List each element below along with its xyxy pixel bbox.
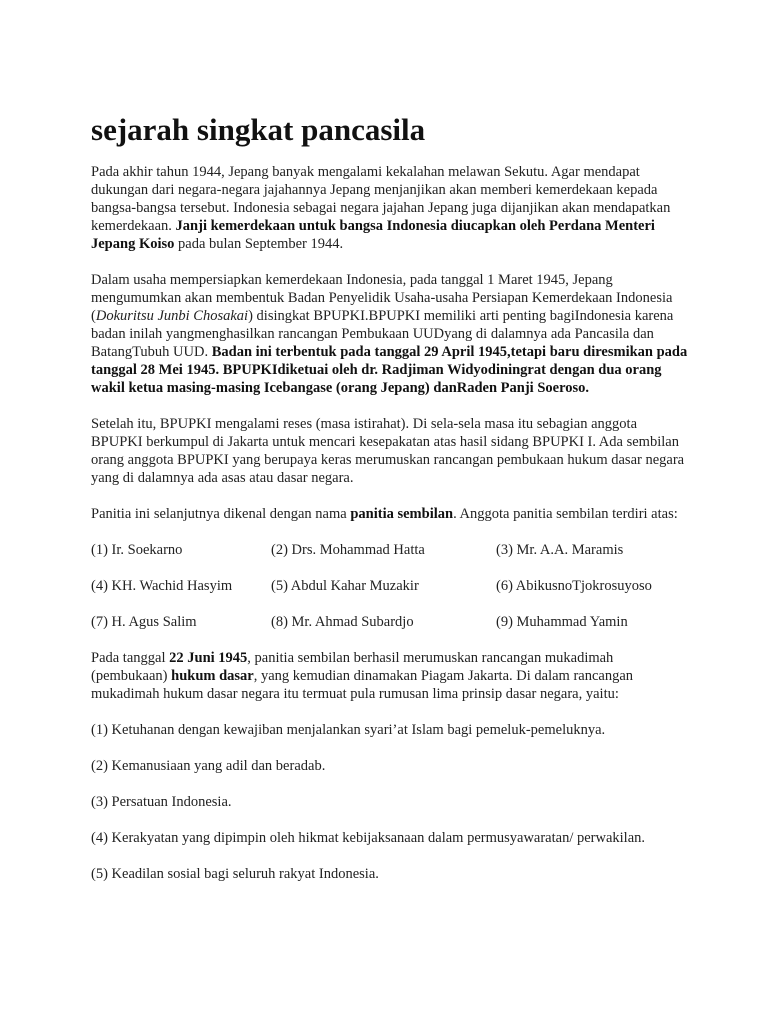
- principle-item: (2) Kemanusiaan yang adil dan beradab.: [91, 758, 326, 774]
- p5-bold-1: 22 Juni 1945: [169, 650, 248, 666]
- p4-bold-1: panitia sembilan: [350, 506, 454, 522]
- p5-text-3: , yang kemudian dinamakan Piagam Jakarta. Di dalam rancangan mukadimah hukum dasar negara itu termuat pula rumusan lima prinsip dasar negara, yaitu:: [91, 668, 634, 702]
- paragraph-5: [91, 649, 691, 703]
- document-body: [91, 163, 691, 901]
- member-item: (8) Mr. Ahmad Subardjo: [271, 614, 414, 630]
- member-item: (5) Abdul Kahar Muzakir: [271, 578, 419, 594]
- member-item: (4) KH. Wachid Hasyim: [91, 578, 233, 594]
- paragraph-4: [91, 505, 691, 523]
- member-item: (6) AbikusnoTjokrosuyoso: [496, 578, 652, 594]
- paragraph-3: Setelah itu, BPUPKI mengalami reses (masa istirahat). Di sela-sela masa itu sebagian anggota BPUPKI berkumpul di Jakarta untuk mencari kesepakatan atas hasil sidang BPUPKI I. Ada sembilan orang anggota BPUPKI yang berupaya keras merumuskan rancangan pembukaan hukum dasar negara yang di dalamnya ada asas atau dasar negara.: [91, 416, 685, 486]
- member-item: (2) Drs. Mohammad Hatta: [271, 542, 425, 558]
- member-item: (7) H. Agus Salim: [91, 614, 197, 630]
- p5-text-2: , panitia sembilan berhasil merumuskan rancangan mukadimah (pembukaan): [91, 650, 614, 684]
- p5-bold-2: hukum dasar: [171, 668, 254, 684]
- member-list: [91, 541, 691, 631]
- p1-bold-1: Janji kemerdekaan untuk bangsa Indonesia diucapkan oleh Perdana Menteri Jepang Koiso: [91, 218, 655, 252]
- member-item: (1) Ir. Soekarno: [91, 542, 183, 558]
- member-item: (9) Muhammad Yamin: [496, 614, 628, 630]
- document-title: sejarah singkat pancasila: [91, 112, 426, 147]
- p5-text-1: Pada tanggal: [91, 650, 170, 666]
- paragraph-2: [91, 271, 691, 397]
- principle-item: (1) Ketuhanan dengan kewajiban menjalankan syari’at Islam bagi pemeluk-pemeluknya.: [91, 722, 606, 738]
- member-row: [91, 613, 691, 631]
- p1-text-2: pada bulan September 1944.: [174, 236, 344, 252]
- principle-item: (3) Persatuan Indonesia.: [91, 794, 232, 810]
- p4-text-2: . Anggota panitia sembilan terdiri atas:: [453, 506, 678, 522]
- p2-bold-1: Badan ini terbentuk pada tanggal 29 April 1945,tetapi baru diresmikan pada tanggal 28 Mei 1945. BPUPKIdiketuai oleh dr. Radjiman Widyodiningrat dengan dua orang wakil ketua masing-masing Icebangase (orang Jepang) danRaden Panji Soeroso.: [91, 344, 688, 396]
- member-row: [91, 541, 691, 559]
- p2-italic-1: Dokuritsu Junbi Chosakai: [95, 308, 249, 324]
- p1-text-1: Pada akhir tahun 1944, Jepang banyak mengalami kekalahan melawan Sekutu. Agar mendapat dukungan dari negara-negara jajahannya Jepang menjanjikan akan memberi kemerdekaan kepada bangsa-bangsa tersebut. Indonesia sebagai negara jajahan Jepang juga dijanjikan akan mendapatkan kemerdekaan.: [91, 164, 671, 234]
- principle-item: (5) Keadilan sosial bagi seluruh rakyat Indonesia.: [91, 866, 379, 882]
- p2-text-1: Dalam usaha mempersiapkan kemerdekaan Indonesia, pada tanggal 1 Maret 1945, Jepang mengumumkan akan membentuk Badan Penyelidik Usaha-usaha Persiapan Kemerdekaan Indonesia (: [91, 272, 673, 324]
- p2-text-2: ) disingkat BPUPKI.BPUPKI memiliki arti penting bagiIndonesia karena badan inilah yangmenghasilkan rancangan Pembukaan UUDyang di dalamnya ada Pancasila dan BatangTubuh UUD.: [91, 308, 674, 360]
- member-item: (3) Mr. A.A. Maramis: [496, 542, 624, 558]
- member-row: [91, 577, 691, 595]
- p4-text-1: Panitia ini selanjutnya dikenal dengan nama: [91, 506, 351, 522]
- paragraph-1: [91, 163, 691, 253]
- principle-item: (4) Kerakyatan yang dipimpin oleh hikmat kebijaksanaan dalam permusyawaratan/ perwakilan.: [91, 830, 646, 846]
